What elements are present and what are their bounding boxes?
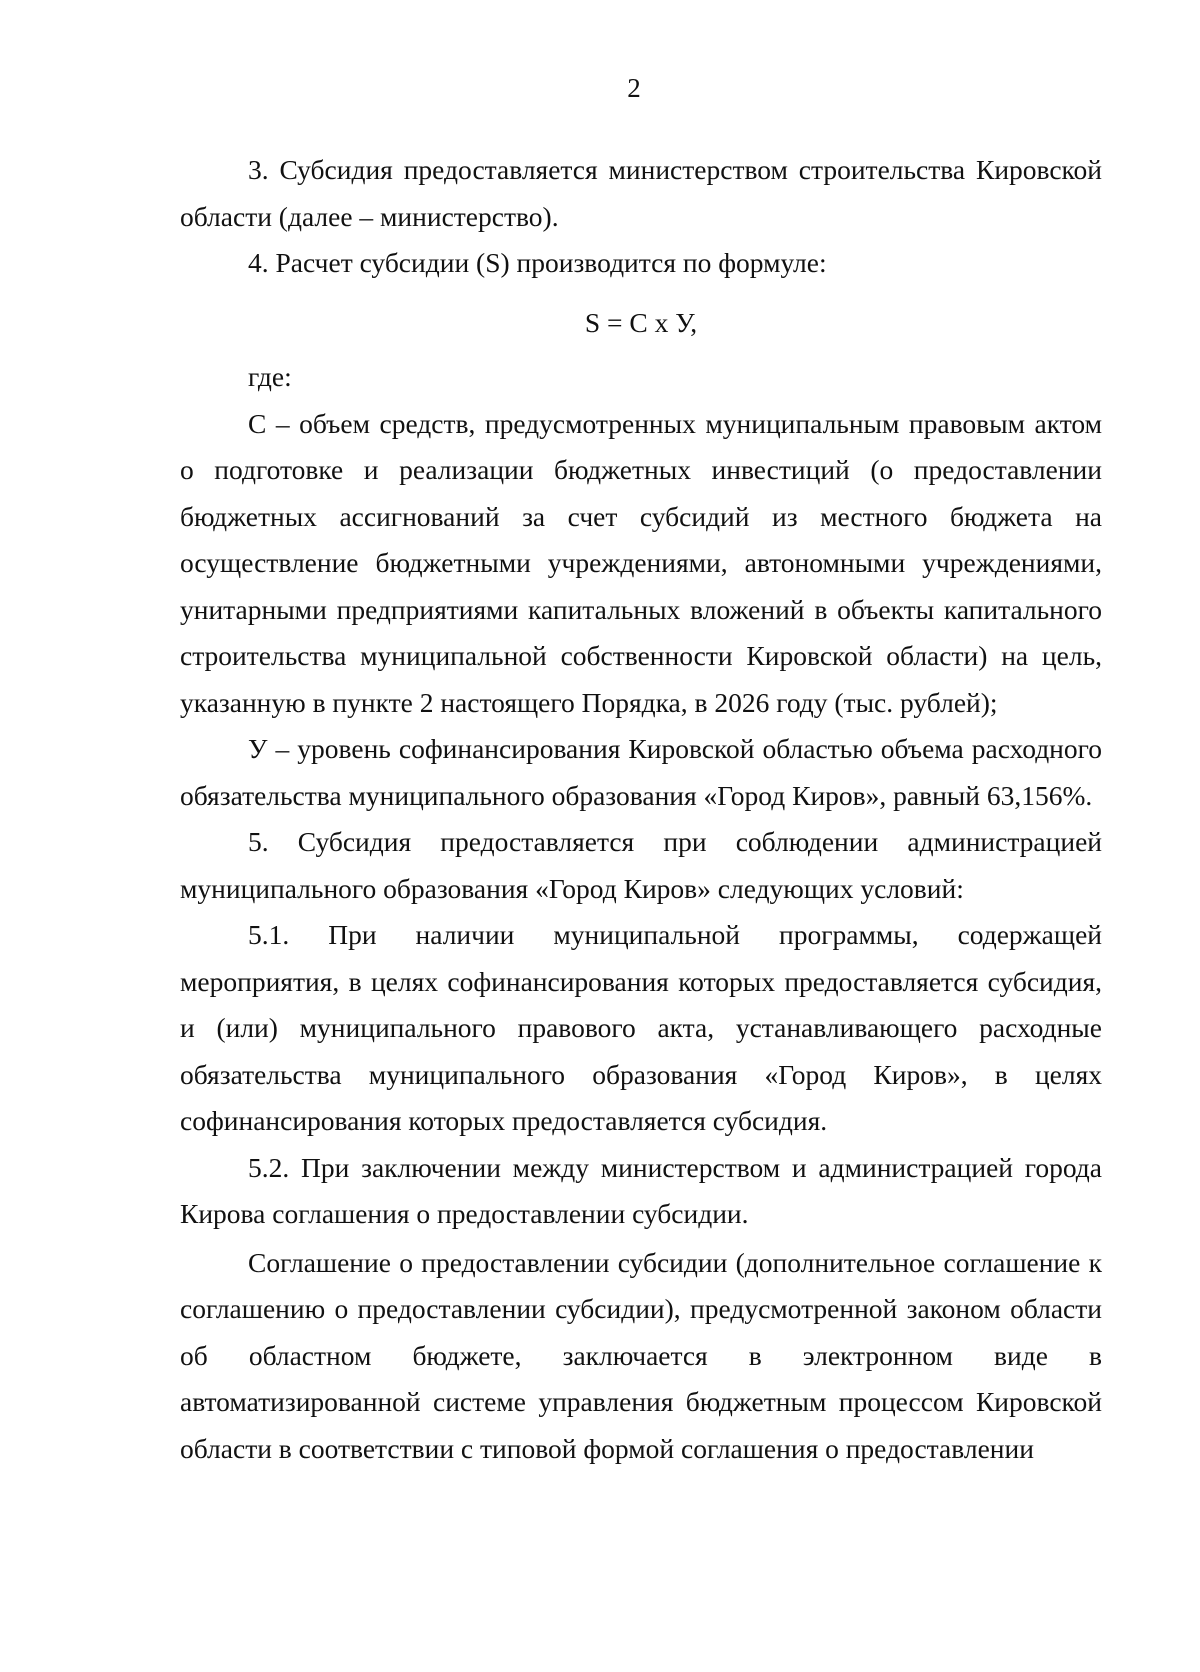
paragraph-3: 3. Субсидия предоставляется министерством строительства Кировской области (далее – министерство). bbox=[180, 154, 1102, 232]
document-body bbox=[180, 147, 1102, 1472]
formula: S = C x У, bbox=[584, 306, 698, 338]
agreement-paragraph: Соглашение о предоставлении субсидии (дополнительное соглашение к соглашению о предоставлении субсидии), предусмотренной законом области об областном бюджете, заключается в электронном виде в автоматизированной системе управления бюджетным процессом Кировской области в соответствии с типовой формой соглашения о предоставлении bbox=[180, 1246, 1102, 1464]
paragraph-5: 5. Субсидия предоставляется при соблюдении администрацией муниципального образования «Город Киров» следующих условий: bbox=[180, 826, 1102, 904]
definition-c: С – объем средств, предусмотренных муниципальным правовым актом о подготовке и реализации бюджетных инвестиций (о предоставлении бюджетных ассигнований за счет субсидий из местного бюджета на осуществление бюджетными учреждениями, автономными учреждениями, унитарными предприятиями капитальных вложений в объекты капитального строительства муниципальной собственности Кировской области) на цель, указанную в пункте 2 настоящего Порядка, в 2026 году (тыс. рублей); bbox=[180, 407, 1102, 718]
paragraph-5-1: 5.1. При наличии муниципальной программы, содержащей мероприятия, в целях софинансирования которых предоставляется субсидия, и (или) муниципального правового акта, устанавливающего расходные обязательства муниципального образования «Город Киров», в целях софинансирования которых предоставляется субсидия. bbox=[180, 919, 1102, 1136]
definition-u: У – уровень софинансирования Кировской областью объема расходного обязательства муниципального образования «Город Киров», равный 63,156%. bbox=[180, 733, 1102, 811]
paragraph-5-2: 5.2. При заключении между министерством и администрацией города Кирова соглашения о предоставлении субсидии. bbox=[180, 1151, 1102, 1229]
where-label: где: bbox=[248, 361, 292, 392]
page-number: 2 bbox=[627, 73, 641, 103]
paragraph-4: 4. Расчет субсидии (S) производится по формуле: bbox=[248, 247, 827, 278]
